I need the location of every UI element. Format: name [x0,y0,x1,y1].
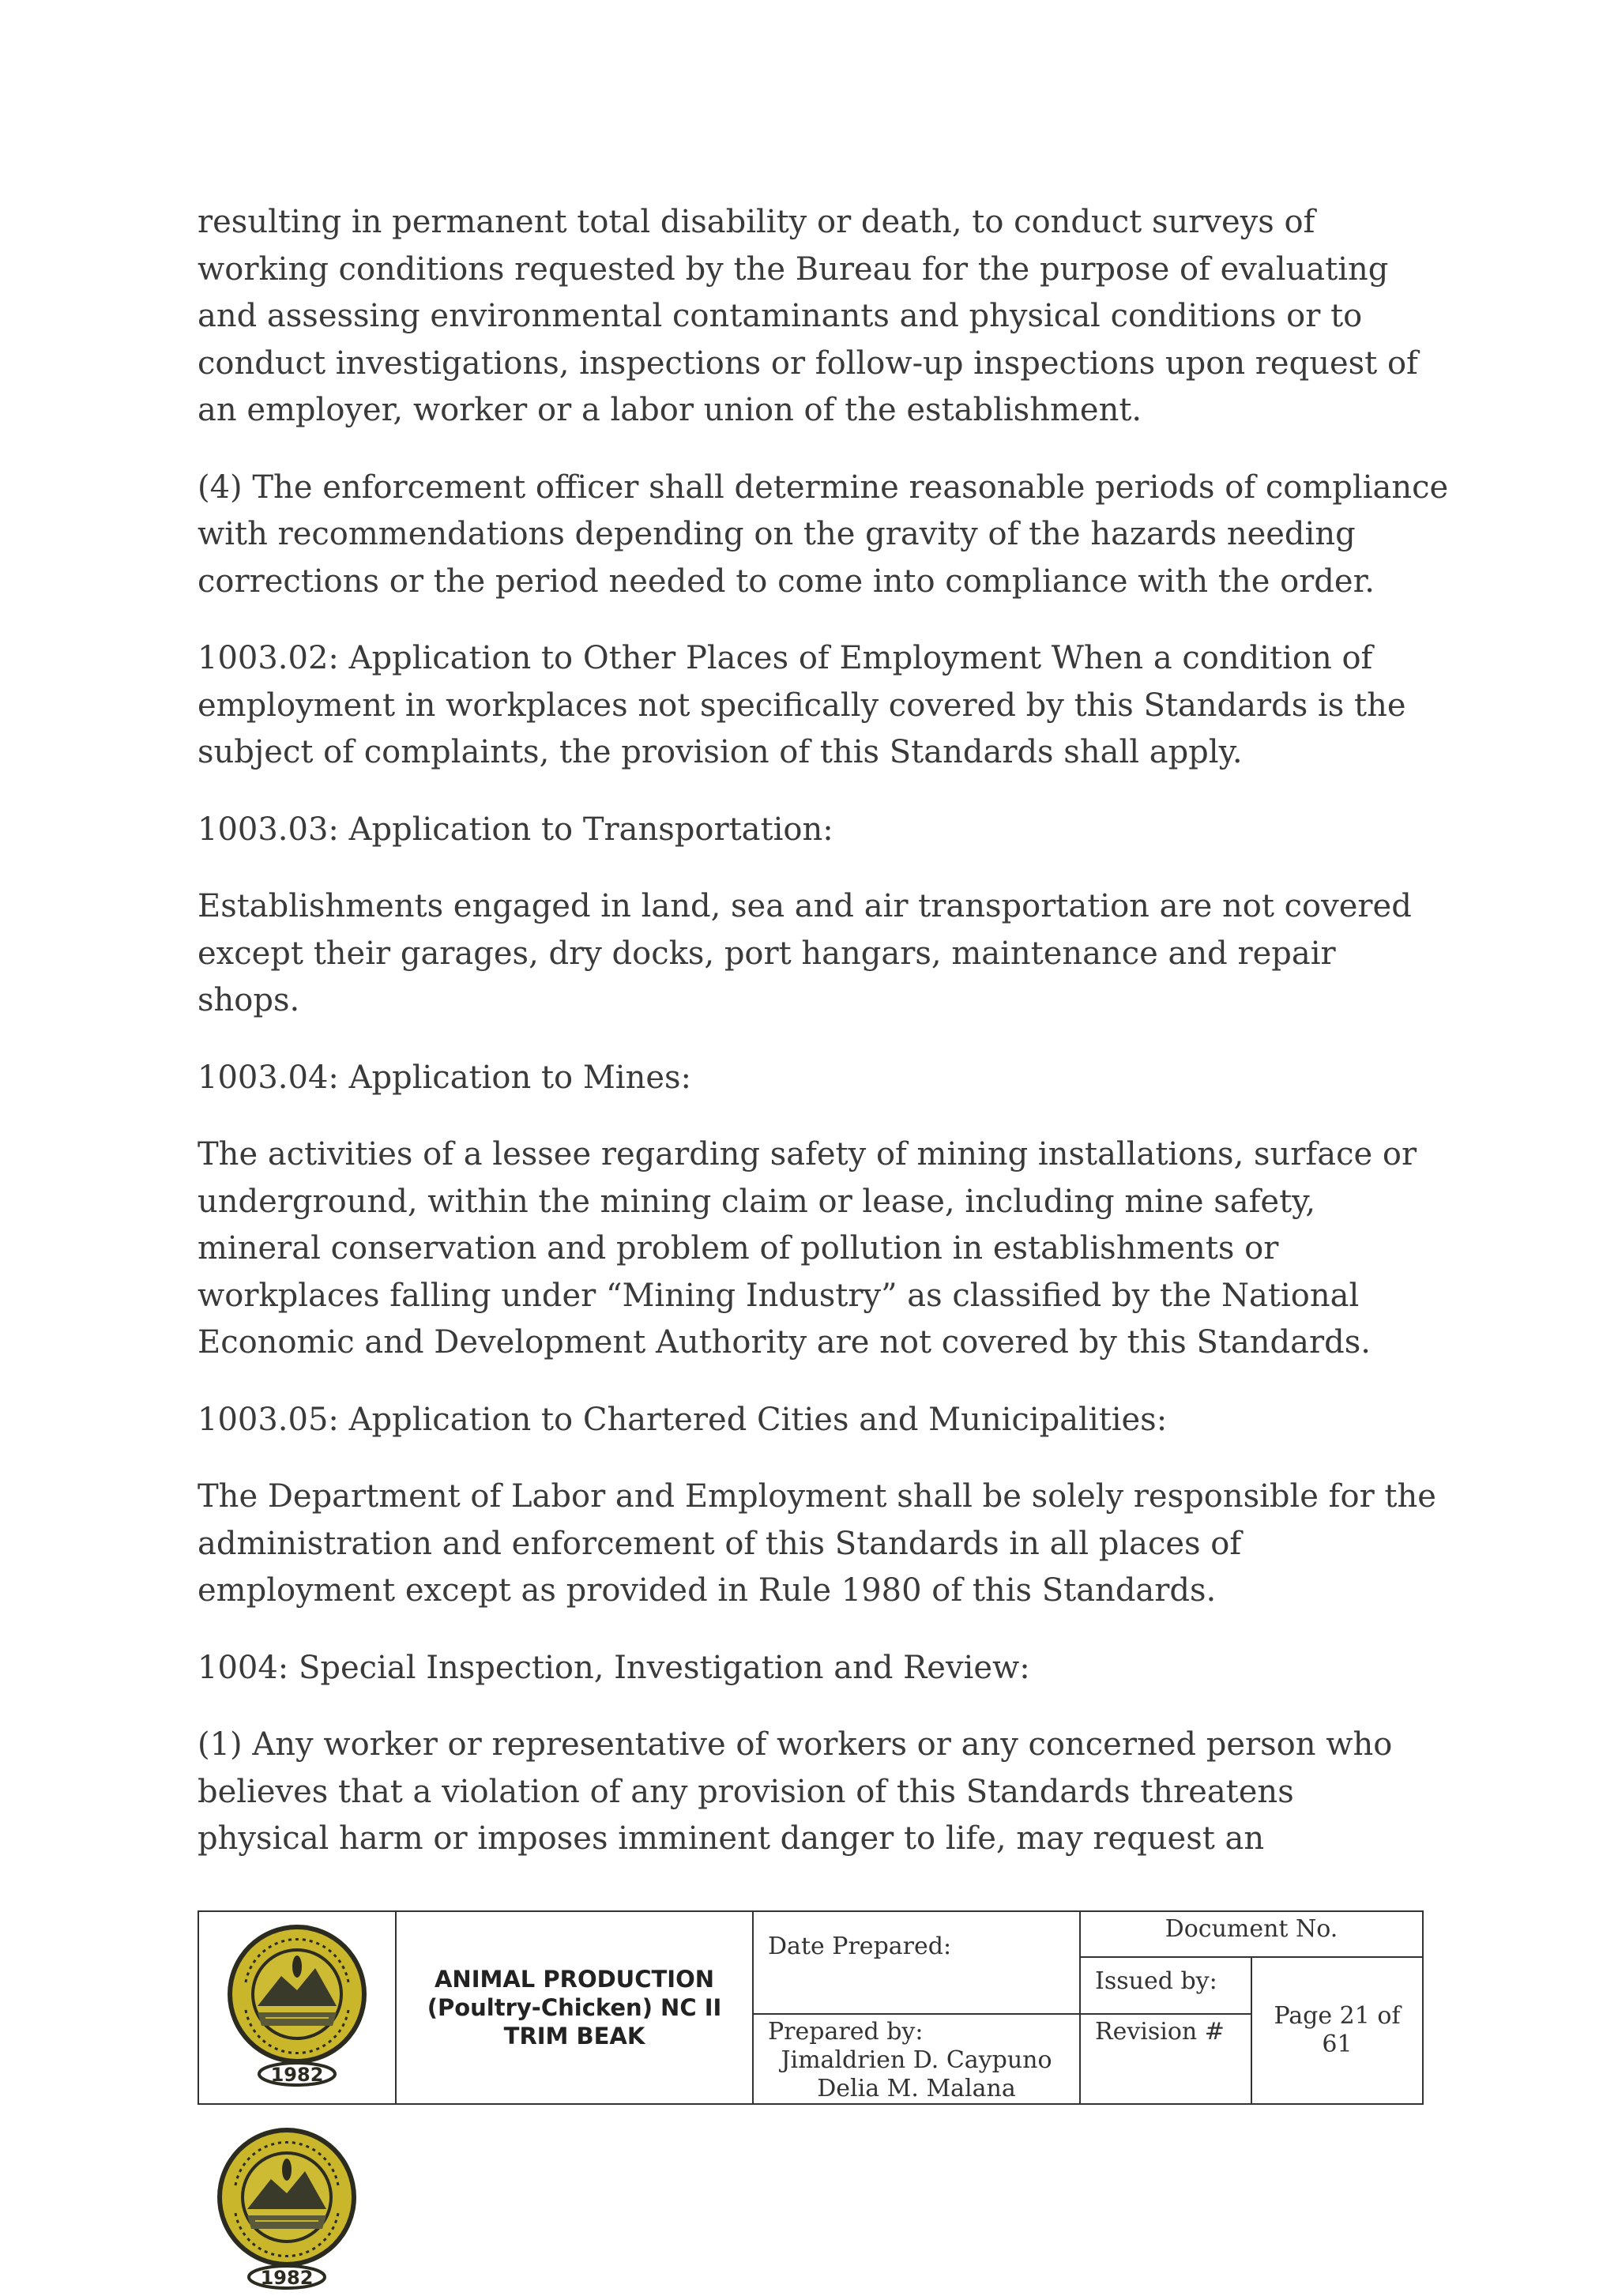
seal-year-label: 1982 [260,2267,314,2289]
text-line: employment except as provided in Rule 1980 of this Standards. [198,1572,1217,1609]
text-line: resulting in permanent total disability or death, to conduct surveys of [198,204,1315,240]
text-line: 1003.02: Application to Other Places of Employment When a condition of [198,640,1373,676]
school-seal-logo [222,1919,372,2093]
text-line: employment in workplaces not specifically covered by this Standards is the [198,687,1406,724]
course-title-line: TRIM BEAK [503,2023,645,2049]
section-heading [198,1645,1446,1692]
text-line: an employer, worker or a labor union of the establishment. [198,392,1142,428]
text-line: The activities of a lessee regarding safety of mining installations, surface or [198,1136,1417,1172]
text-line: 1003.05: Application to Chartered Cities and Municipalities: [198,1401,1168,1438]
document-footer-table [198,1910,1424,2105]
course-title-line: ANIMAL PRODUCTION [434,1966,715,1993]
course-title-line: (Poultry-Chicken) NC II [427,1994,722,2021]
text-line: workplaces falling under “Mining Industry” as classified by the National [198,1277,1360,1314]
prepared-by-label: Prepared by: [768,2018,924,2046]
text-line: and assessing environmental contaminants and physical conditions or to [198,298,1363,334]
text-line: believes that a violation of any provision of this Standards threatens [198,1773,1294,1810]
paragraph [198,1131,1446,1367]
date-prepared-cell [753,1911,1080,2014]
page-total-label: 61 [1322,2031,1353,2058]
text-line: mineral conservation and problem of pollution in establishments or [198,1230,1279,1267]
preparer-name: Delia M. Malana [817,2075,1016,2102]
text-line: shops. [198,982,300,1018]
text-line: 1004: Special Inspection, Investigation and Review: [198,1649,1030,1686]
paragraph [198,635,1446,777]
preparer-name: Jimaldrien D. Caypuno [781,2046,1052,2074]
paragraph [198,465,1449,606]
paragraph [198,883,1446,1025]
page-number-label: Page 21 of [1274,2002,1401,2030]
text-line: 1003.04: Application to Mines: [198,1059,692,1096]
revision-cell [1080,2014,1251,2104]
footer-logo-cell [198,1911,396,2104]
text-line: Establishments engaged in land, sea and air transportation are not covered [198,888,1412,924]
text-line: Economic and Development Authority are not covered by this Standards. [198,1324,1371,1361]
document-number-label: Document No. [1165,1915,1338,1943]
document-number-cell [1080,1911,1423,1957]
school-seal-logo-bottom [212,2122,362,2296]
text-line: The Department of Labor and Employment shall be solely responsible for the [198,1478,1436,1515]
document-body [198,199,1449,1893]
footer-title-cell [396,1911,753,2104]
date-prepared-label: Date Prepared: [768,1933,952,1960]
paragraph [198,199,1446,435]
section-heading [198,1055,1446,1102]
text-line: administration and enforcement of this Standards in all places of [198,1525,1242,1562]
text-line: (1) Any worker or representative of workers or any concerned person who [198,1726,1393,1763]
text-line: except their garages, dry docks, port hangars, maintenance and repair [198,935,1336,972]
text-line: (4) The enforcement officer shall determine reasonable periods of compliance [198,469,1449,506]
page-number-cell [1251,1957,1423,2104]
section-heading [198,807,1446,854]
prepared-by-cell [753,2014,1080,2104]
text-line: underground, within the mining claim or lease, including mine safety, [198,1183,1316,1220]
text-line: working conditions requested by the Bureau for the purpose of evaluating [198,250,1389,288]
text-line: conduct investigations, inspections or follow-up inspections upon request of [198,344,1418,382]
issued-by-cell [1080,1957,1251,2014]
issued-by-label: Issued by: [1095,1967,1217,1995]
seal-year-label: 1982 [270,2064,324,2086]
text-line: physical harm or imposes imminent danger to life, may request an [198,1820,1265,1857]
text-line: corrections or the period needed to come into compliance with the order. [198,563,1375,600]
paragraph [198,1722,1446,1863]
text-line: with recommendations depending on the gravity of the hazards needing [198,516,1356,552]
text-line: subject of complaints, the provision of this Standards shall apply. [198,734,1243,770]
text-line: 1003.03: Application to Transportation: [198,811,833,848]
revision-label: Revision # [1095,2018,1225,2046]
section-heading [198,1397,1446,1444]
paragraph [198,1474,1446,1615]
